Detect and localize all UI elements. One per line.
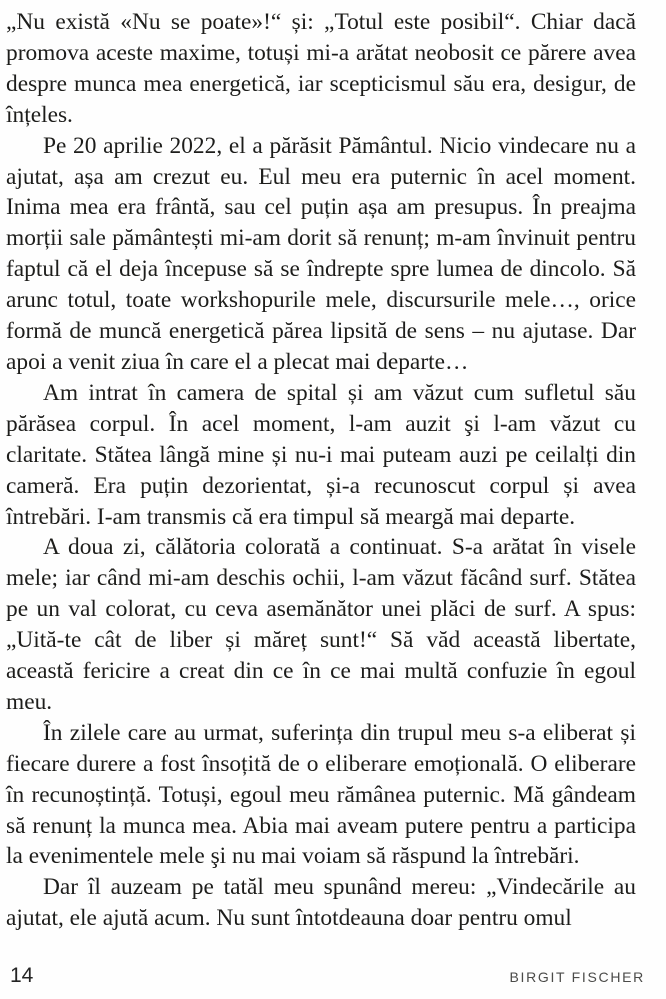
paragraph-4: A doua zi, călătoria colorată a continuat. S-a arătat în visele mele; iar când mi-am deschis ochii, l-am văzut făcând surf. Stătea pe un val colorat, cu ceva asemănător unei plăci de surf. A spus: „Uită-te cât de liber și măreț sunt!“ Să văd această libertate, această fericire a creat din ce în ce mai multă confuzie în egoul meu. bbox=[6, 534, 636, 715]
paragraph-1: „Nu există «Nu se poate»!“ și: „Totul este posibil“. Chiar dacă promova aceste maxime, totuși mi-a arătat neobosit ce părere avea despre munca mea energetică, iar scepticismul său era, desigur, de înțeles. bbox=[6, 9, 636, 128]
author-name: BIRGIT FISCHER bbox=[509, 969, 645, 985]
body-text bbox=[6, 7, 636, 934]
paragraph-5: În zilele care au urmat, suferința din trupul meu s-a eliberat și fiecare durere a fost însoțită de o eliberare emoțională. O eliberare în recunoștință. Totuși, egoul meu rămânea puternic. Mă gândeam să renunț la munca mea. Abia mai aveam putere pentru a participa la evenimentele mele şi nu mai voiam să răspund la întrebări. bbox=[6, 719, 636, 870]
page-footer bbox=[10, 964, 645, 988]
page-number: 14 bbox=[10, 964, 34, 987]
paragraph-3: Am intrat în camera de spital și am văzut cum sufletul său părăsea corpul. În acel moment, l-am auzit şi l-am văzut cu claritate. Stătea lângă mine și nu-i mai puteam auzi pe ceilalți din cameră. Era puțin dezorientat, și-a recunoscut corpul și avea întrebări. I-am transmis că era timpul să meargă mai departe. bbox=[6, 379, 636, 530]
paragraph-2: Pe 20 aprilie 2022, el a părăsit Pământul. Nicio vindecare nu a ajutat, așa am crezut eu. Eul meu era puternic în acel moment. Inima mea era frântă, sau cel puțin așa am presupus. În preajma morții sale pământești mi-am dorit să renunț; m-am învinuit pentru faptul că el deja începuse să se îndrepte spre lumea de dincolo. Să arunc totul, toate workshopurile mele, discursurile mele…, orice formă de muncă energetică părea lipsită de sens – nu ajutase. Dar apoi a venit ziua în care el a plecat mai departe… bbox=[6, 132, 636, 375]
paragraph-6: Dar îl auzeam pe tatăl meu spunând mereu: „Vindecările au ajutat, ele ajută acum. Nu sunt întotdeauna doar pentru omul bbox=[6, 874, 636, 932]
